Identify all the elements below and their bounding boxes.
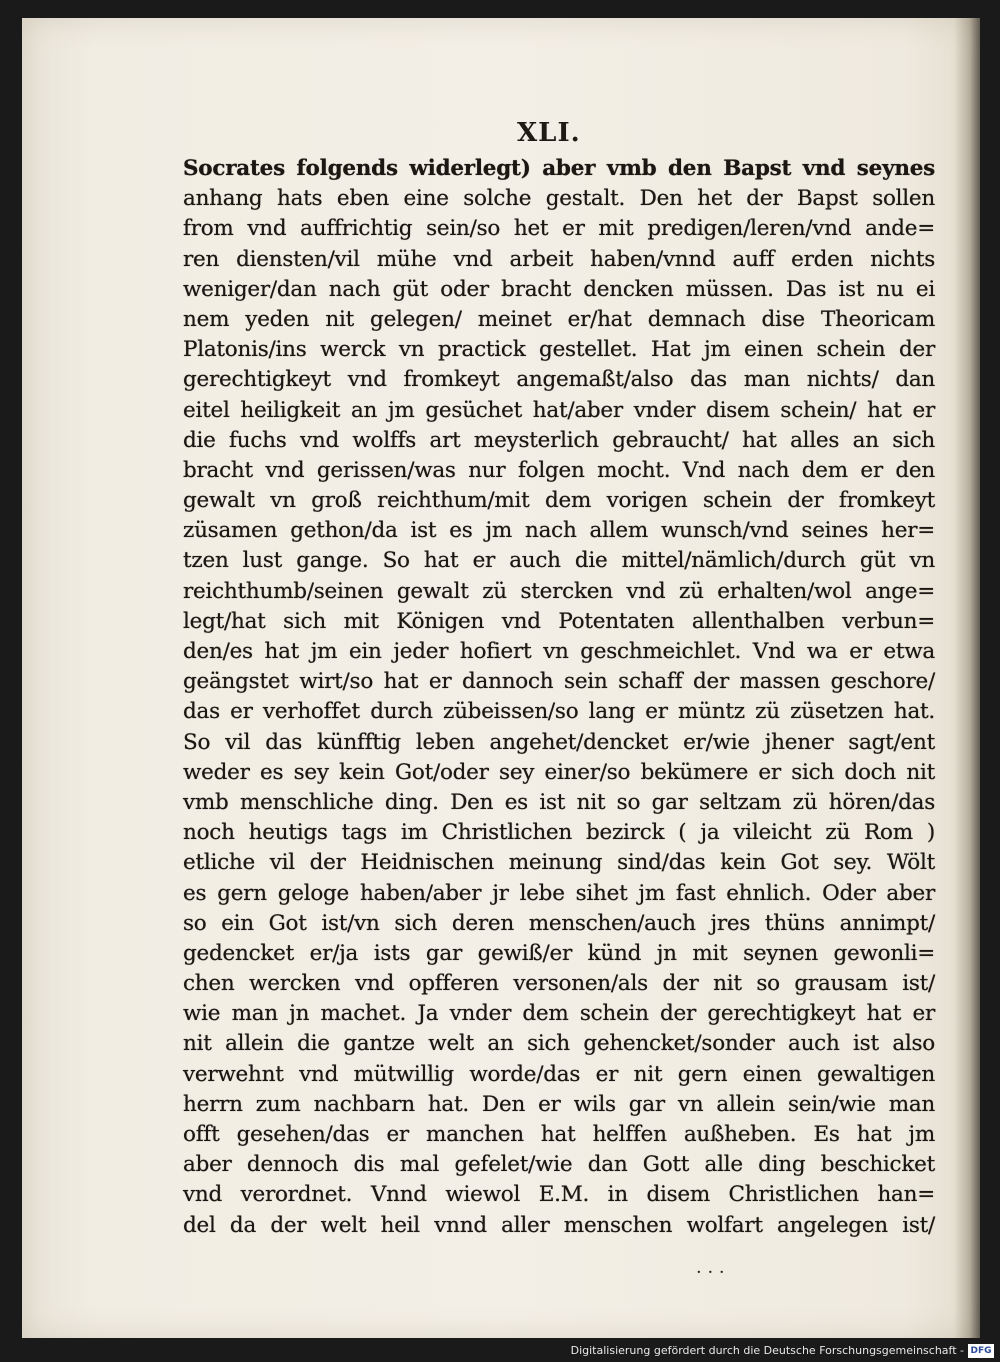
text-line: gewalt vn groß reichthum/mit dem vorigen schein der fromkeyt: [183, 488, 935, 514]
text-line: anhang hats eben eine solche gestalt. Den het der Bapst sollen: [183, 186, 935, 212]
text-line: tzen lust gange. So hat er auch die mittel/nämlich/durch güt vn: [183, 548, 935, 574]
text-line: bracht vnd gerissen/was nur folgen mocht. Vnd nach dem er den: [183, 457, 935, 483]
text-line: So vil das künfftig leben angehet/dencket er/wie jhener sagt/ent: [183, 729, 935, 755]
body-text: [183, 154, 935, 1241]
text-line: chen wercken vnd opfferen versonen/als der nit so grausam ist/: [183, 971, 935, 997]
text-line: legt/hat sich mit Königen vnd Potentaten allenthalben verbun=: [183, 608, 935, 634]
text-line: vnd verordnet. Vnnd wiewol E.M. in disem Christlichen han=: [183, 1182, 935, 1208]
text-line: gedencket er/ja ists gar gewiß/er künd jn mit seynen gewonli=: [183, 940, 935, 966]
text-line: eitel heiligkeit an jm gesüchet hat/aber vnder disem schein/ hat er: [183, 397, 935, 423]
page-gutter-shadow: [954, 18, 980, 1338]
text-line: so ein Got ist/vn sich deren menschen/auch jres thüns annimpt/: [183, 910, 935, 936]
text-line: del da der welt heil vnnd aller menschen wolfart angelegen ist/: [183, 1212, 935, 1238]
text-line: geängstet wirt/so hat er dannoch sein schaff der massen geschore/: [183, 669, 935, 695]
text-line: den/es hat jm ein jeder hofiert vn geschmeichlet. Vnd wa er etwa: [183, 639, 935, 664]
text-line: vmb menschliche ding. Den es ist nit so gar seltzam zü hören/das: [183, 789, 935, 815]
text-line: nit allein die gantze welt an sich gehencket/sonder auch ist also: [183, 1031, 935, 1057]
text-line: weniger/dan nach güt oder bracht dencken müssen. Das ist nu ei: [183, 276, 935, 302]
dfg-logo-icon: DFG: [968, 1344, 994, 1358]
text-line: verwehnt vnd mütwillig worde/das er nit gern einen gewaltigen: [183, 1061, 935, 1087]
text-line: from vnd auffrichtig sein/so het er mit predigen/leren/vnd ande=: [183, 216, 935, 242]
text-line: reichthumb/seinen gewalt zü stercken vnd zü erhalten/wol ange=: [183, 578, 935, 604]
text-line: es gern geloge haben/aber jr lebe sihet jm fast ehnlich. Oder aber: [183, 880, 935, 906]
page-marks: · · ·: [696, 1262, 725, 1283]
text-line: aber dennoch dis mal gefelet/wie dan Gott alle ding beschicket: [183, 1152, 935, 1178]
book-page: [22, 18, 980, 1338]
text-line: Platonis/ins werck vn practick gestellet. Hat jm einen schein der: [183, 337, 935, 363]
text-line: züsamen gethon/da ist es jm nach allem wunsch/vnd seines her=: [183, 518, 935, 544]
text-line: weder es sey kein Got/oder sey einer/so bekümere er sich doch nit: [183, 759, 935, 785]
text-line: nem yeden nit gelegen/ meinet er/hat demnach dise Theoricam: [183, 306, 935, 332]
text-line: herrn zum nachbarn hat. Den er wils gar vn allein sein/wie man: [183, 1091, 935, 1117]
footer-bar: [0, 1338, 1000, 1362]
text-line: offt gesehen/das er manchen hat helffen außheben. Es hat jm: [183, 1122, 935, 1147]
text-line: gerechtigkeyt vnd fromkeyt angemaßt/also das man nichts/ dan: [183, 367, 935, 393]
text-line: wie man jn machet. Ja vnder dem schein der gerechtigkeyt hat er: [183, 1001, 935, 1027]
text-line: Socrates folgends widerlegt) aber vmb den Bapst vnd seynes: [183, 156, 935, 181]
text-line: ren diensten/vil mühe vnd arbeit haben/vnnd auff erden nichts: [183, 246, 935, 272]
text-line: etliche vil der Heidnischen meinung sind/das kein Got sey. Wölt: [183, 850, 935, 876]
text-line: noch heutigs tags im Christlichen bezirck ( ja vileicht zü Rom ): [183, 820, 935, 846]
text-line: das er verhoffet durch zübeissen/so lang er müntz zü züsetzen hat.: [183, 699, 935, 725]
folio-number: XLI.: [517, 118, 581, 148]
text-line: die fuchs vnd wolffs art meysterlich gebraucht/ hat alles an sich: [183, 427, 935, 453]
footer-credit: Digitalisierung gefördert durch die Deutsche Forschungsgemeinschaft -: [570, 1344, 964, 1357]
